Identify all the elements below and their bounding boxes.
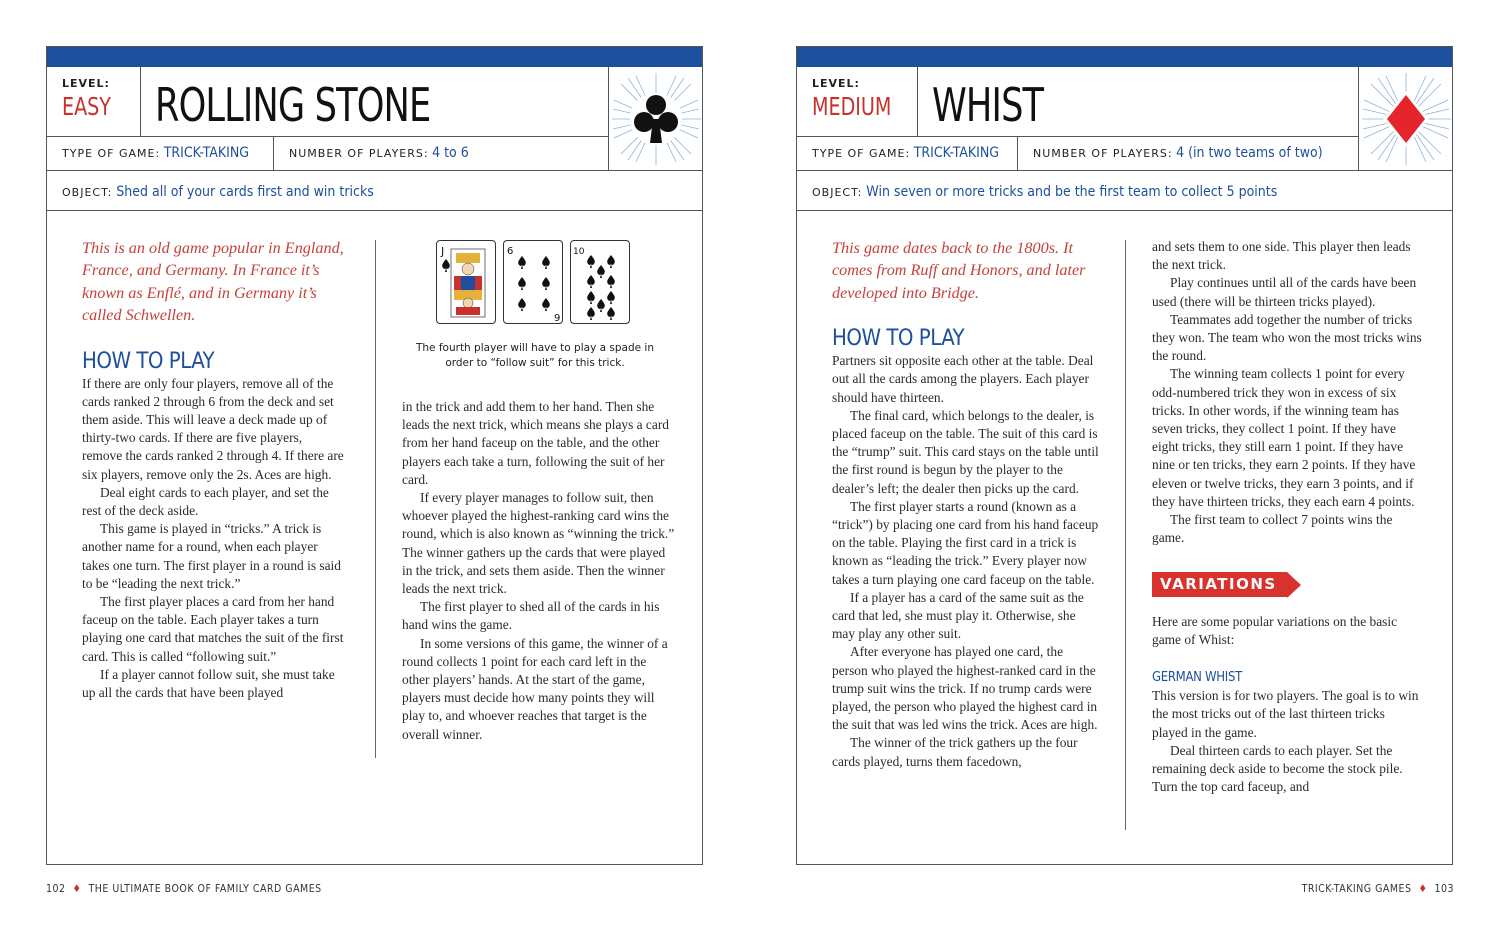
players-value: 4 (in two teams of two): [1176, 145, 1323, 161]
number-of-players: [1018, 137, 1358, 171]
level-box: [797, 67, 918, 137]
game-title-text: WHIST: [932, 78, 1044, 132]
diamond-icon: ♦: [1415, 883, 1431, 895]
object-value: Win seven or more tricks and be the first team to collect 5 points: [866, 184, 1278, 200]
level-label: LEVEL:: [62, 77, 110, 90]
paragraph: in the trick and add them to her hand. Then she leads the next trick, which means she plays a card from her hand faceup on the table, and the other players each take a turn, following the suit of her card.: [402, 399, 669, 487]
how-to-play-heading: HOW TO PLAY: [82, 348, 215, 374]
type-label: TYPE OF GAME:: [62, 147, 161, 160]
game-title: [918, 67, 1358, 137]
intro-text: This game dates back to the 1800s. It comes from Ruff and Honors, and later developed into Bridge.: [832, 239, 1086, 302]
book-title: THE ULTIMATE BOOK OF FAMILY CARD GAMES: [88, 883, 322, 895]
players-value: 4 to 6: [432, 145, 469, 161]
header-bar: [47, 47, 702, 67]
right-column-1: [832, 237, 1100, 771]
card-illustration: [436, 240, 636, 326]
paragraph: The first player starts a round (known as a “trick”) by placing one card from his hand faceup on the table. Playing the first card in a trick is known as “leading the trick.” Every player now takes a turn playing one card faceup on the table.: [832, 498, 1099, 587]
paragraph: Play continues until all of the cards have been used (there will be thirteen tricks played).: [1152, 275, 1417, 309]
right-column-2: [1152, 238, 1422, 796]
page-number: 103: [1434, 883, 1454, 895]
level-value: MEDIUM: [812, 92, 892, 121]
paragraph: If a player has a card of the same suit as the card that led, she must play it. Otherwise, she may play any other suit.: [832, 589, 1084, 642]
level-box: [47, 67, 141, 137]
paragraph: The first player to shed all of the cards in his hand wins the game.: [402, 599, 660, 633]
paragraph: In some versions of this game, the winner of a round collects 1 point for each card left in the other players’ hands. At the start of the game, players must decide how many points they will play to, and whoever reaches that target is the overall winner.: [402, 635, 668, 742]
paragraph: Deal thirteen cards to each player. Set the remaining deck aside to become the stock pile. Turn the top card faceup, and: [1152, 742, 1403, 795]
right-page: [796, 46, 1453, 865]
type-value: TRICK-TAKING: [163, 145, 250, 161]
object-label: OBJECT:: [62, 186, 113, 199]
paragraph: This version is for two players. The goal is to win the most tricks out of the last thirteen tricks played in the game.: [1152, 688, 1419, 740]
left-column-1: [82, 237, 344, 702]
level-value: EASY: [62, 92, 111, 121]
paragraph: The first team to collect 7 points wins the game.: [1152, 512, 1393, 546]
variations-heading: [1152, 572, 1422, 596]
club-icon: [608, 67, 703, 171]
paragraph: and sets them to one side. This player then leads the next trick.: [1152, 239, 1411, 273]
level-label: LEVEL:: [812, 77, 860, 90]
left-column-2: [402, 398, 677, 744]
paragraph: The winning team collects 1 point for every odd-numbered trick they won in excess of six tricks. In other words, if the winning team has seven tricks, they collect 1 point. If they have eight tricks, they still earn 1 point. If they have nine or ten tricks, they earn 2 points. If they have eleven or twelve tricks, they earn 3 points, and if they have thirteen tricks, they each earn 4 points.: [1152, 366, 1416, 509]
header-bar: [797, 47, 1452, 67]
paragraph: If there are only four players, remove all of the cards ranked 2 through 6 from the deck and set them aside. This will leave a deck made up of thirty-two cards. If there are five players, remove the cards ranked 2 through 4. If there are six players, remove only the 2s. Aces are high.: [82, 375, 344, 482]
paragraph: Deal eight cards to each player, and set the rest of the deck aside.: [82, 484, 329, 519]
jack-of-spades-card: [436, 240, 496, 324]
chapter-title: TRICK-TAKING GAMES: [1301, 883, 1412, 895]
ten-of-spades-card: [570, 240, 630, 324]
intro-text: This is an old game popular in England, France, and Germany. In France it’s known as Enflé, and in Germany it’s called Schwellen.: [82, 239, 344, 325]
diamond-icon: [1358, 67, 1453, 171]
type-of-game: [47, 137, 274, 171]
card-caption: The fourth player will have to play a spade in order to “follow suit” for this trick.: [415, 342, 654, 369]
paragraph: If a player cannot follow suit, she must take up all the cards that have been played: [82, 666, 335, 701]
paragraph: The first player places a card from her hand faceup on the table. Each player takes a turn playing one card that matches the suit of the first card. This is called “following suit.”: [82, 594, 344, 664]
paragraph: Partners sit opposite each other at the table. Deal out all the cards among the players. Each player should have thirteen.: [832, 353, 1094, 405]
svg-text:9: 9: [554, 313, 561, 324]
type-value: TRICK-TAKING: [913, 145, 1000, 161]
how-to-play-heading: HOW TO PLAY: [832, 326, 965, 352]
left-footer: [46, 883, 322, 895]
number-of-players: [274, 137, 608, 171]
card-rank: J: [441, 245, 445, 258]
paragraph: Teammates add together the number of tricks they won. The team who won the most tricks wins the round.: [1152, 311, 1422, 364]
paragraph: Here are some popular variations on the basic game of Whist:: [1152, 613, 1398, 647]
paragraph: This game is played in “tricks.” A trick is another name for a round, when each player takes one turn. The first player in a round is said to be “leading the next trick.”: [82, 521, 341, 591]
object-row: [47, 171, 702, 211]
players-label: NUMBER OF PLAYERS:: [1033, 147, 1173, 160]
diamond-icon: ♦: [69, 883, 85, 895]
card-rank: 6: [507, 246, 514, 257]
paragraph: The final card, which belongs to the dealer, is placed faceup on the table. The suit of this card is the “trump” suit. This card stays on the table until the first round is begun by the player to the dealer’s left; the dealer then picks up the card.: [832, 407, 1099, 496]
object-row: [797, 171, 1452, 211]
game-title-text: ROLLING STONE: [155, 78, 431, 132]
card-rank: 10: [573, 247, 585, 257]
paragraph: After everyone has played one card, the person who played the highest-ranked card in the trump suit wins the trick. If no trump cards were played, the person who played the highest card in the suit that was led wins the trick. Aces are high.: [832, 644, 1098, 733]
column-divider: [1125, 240, 1126, 830]
six-of-spades-card: [503, 240, 563, 324]
page-number: 102: [46, 883, 66, 895]
german-whist-heading: GERMAN WHIST: [1152, 670, 1242, 686]
left-page: [46, 46, 703, 865]
column-divider: [375, 240, 376, 758]
object-label: OBJECT:: [812, 186, 863, 199]
paragraph: If every player manages to follow suit, then whoever played the highest-ranking card wins the round, which is also known as “winning the trick.” The winner gathers up the cards that were played in the trick, and sets them aside. Then the winner leads the next trick.: [402, 490, 675, 597]
variations-badge: VARIATIONS: [1152, 572, 1287, 596]
object-value: Shed all of your cards first and win tricks: [116, 184, 374, 200]
players-label: NUMBER OF PLAYERS:: [289, 147, 429, 160]
right-footer: [1302, 883, 1454, 895]
game-title: [141, 67, 608, 137]
paragraph: The winner of the trick gathers up the four cards played, turns them facedown,: [832, 735, 1078, 769]
type-of-game: [797, 137, 1018, 171]
type-label: TYPE OF GAME:: [812, 147, 911, 160]
